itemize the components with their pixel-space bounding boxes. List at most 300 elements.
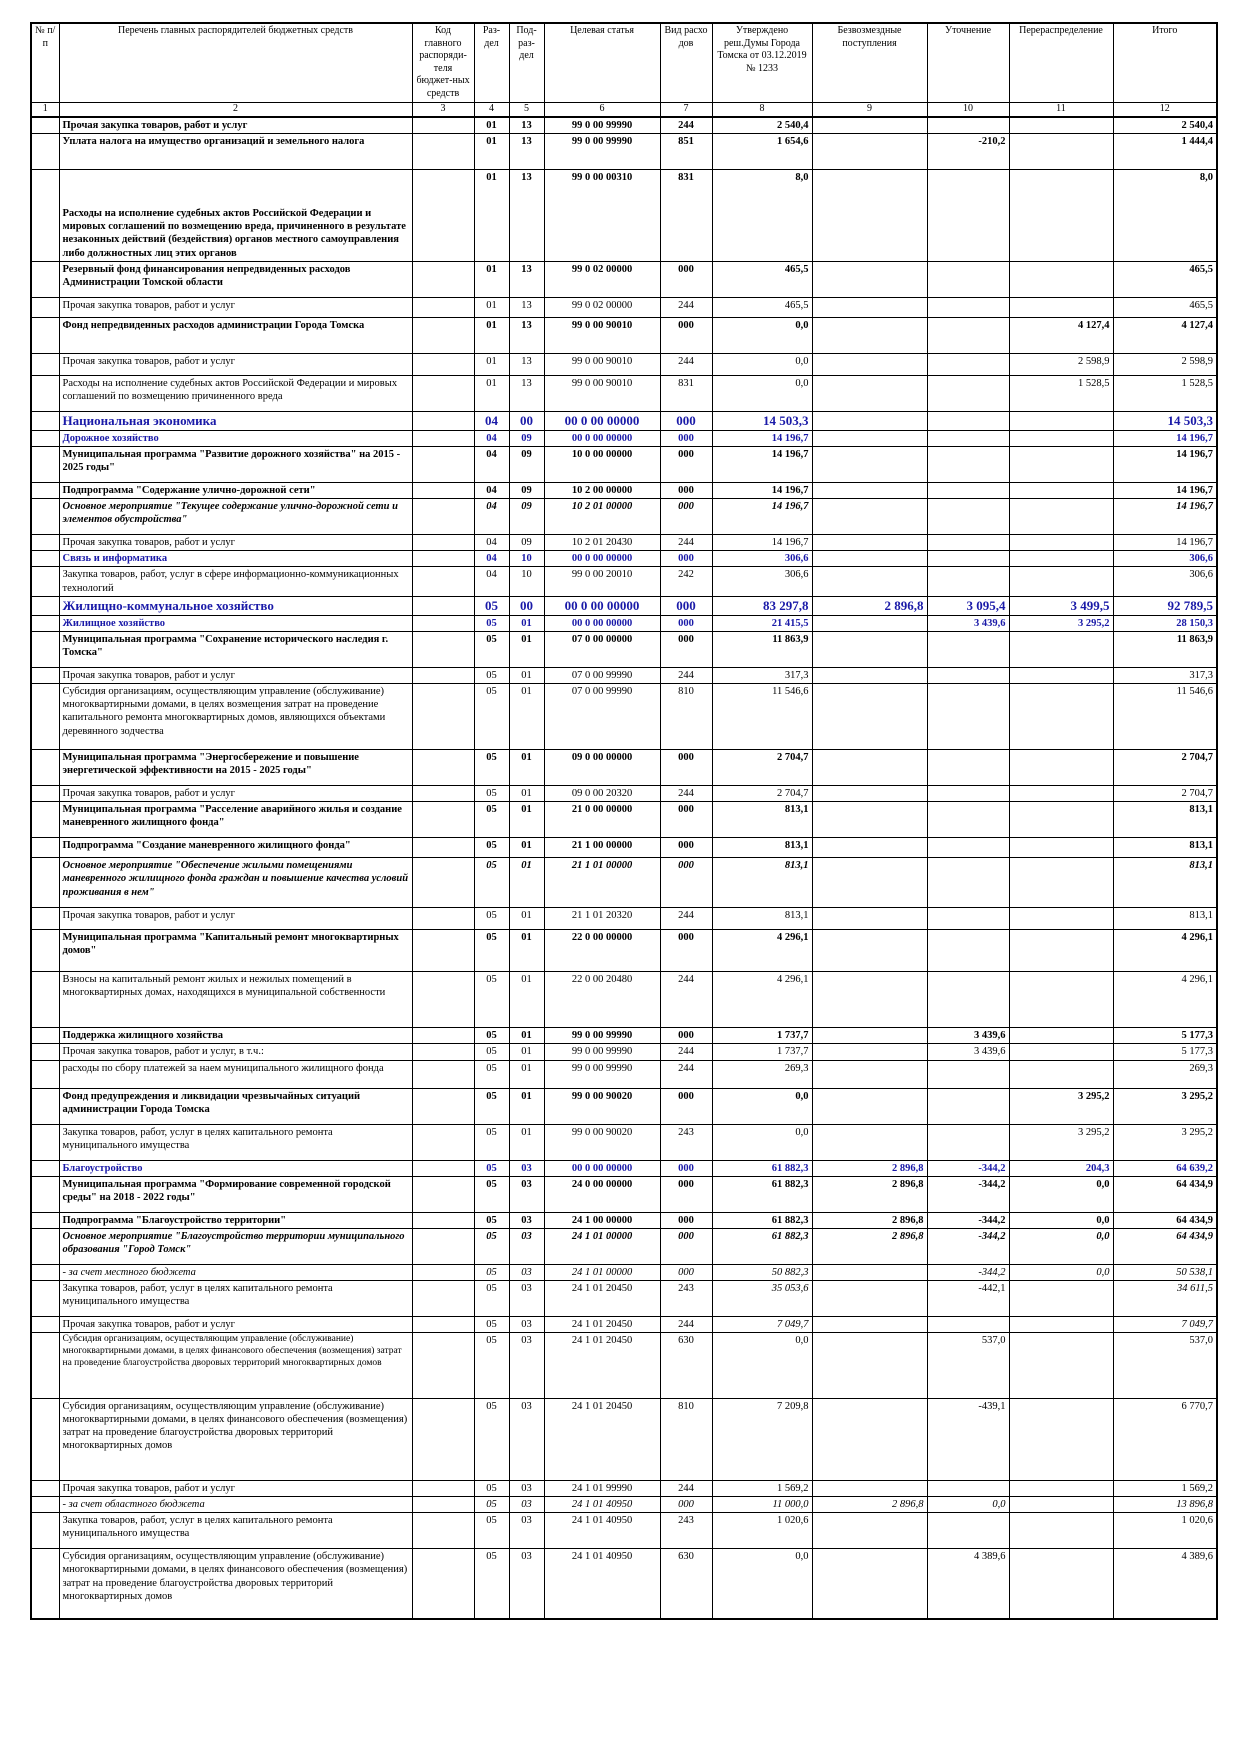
target-article-cell: 00 0 00 00000 (544, 411, 660, 430)
total-amount-cell: 64 434,9 (1113, 1228, 1217, 1264)
row-number-cell (31, 1176, 59, 1212)
manager-code-cell (412, 1280, 474, 1316)
razdel-cell: 05 (474, 1028, 509, 1044)
manager-code-cell (412, 1044, 474, 1060)
row-number-cell (31, 411, 59, 430)
podrazdel-cell: 01 (509, 1088, 544, 1124)
total-amount-cell: 13 896,8 (1113, 1497, 1217, 1513)
item-name-cell: Субсидия организациям, осуществляющим управление (обслуживание) многоквартирными домами, в целях финансового обеспечения (возмещения) затрат на проведение благоустройства дворовых территорий многоквартирных домов (59, 1549, 412, 1619)
row-number-cell (31, 1060, 59, 1088)
expense-type-cell: 244 (660, 1481, 712, 1497)
approved-amount-cell: 0,0 (712, 353, 812, 375)
manager-code-cell (412, 596, 474, 615)
razdel-cell: 04 (474, 447, 509, 483)
table-row (31, 483, 1217, 499)
target-article-cell: 00 0 00 00000 (544, 596, 660, 615)
total-amount-cell: 2 540,4 (1113, 117, 1217, 134)
approved-amount-cell: 11 546,6 (712, 684, 812, 750)
grants-amount-cell (812, 169, 927, 261)
manager-code-cell (412, 684, 474, 750)
target-article-cell: 24 1 01 20450 (544, 1333, 660, 1399)
grants-amount-cell (812, 615, 927, 631)
target-article-cell: 24 1 00 00000 (544, 1212, 660, 1228)
table-row (31, 499, 1217, 535)
grants-amount-cell (812, 1044, 927, 1060)
expense-type-cell: 000 (660, 1212, 712, 1228)
approved-amount-cell: 1 020,6 (712, 1513, 812, 1549)
manager-code-cell (412, 411, 474, 430)
approved-amount-cell: 14 196,7 (712, 430, 812, 446)
grants-amount-cell (812, 930, 927, 972)
grants-amount-cell (812, 551, 927, 567)
manager-code-cell (412, 567, 474, 596)
target-article-cell: 07 0 00 00000 (544, 632, 660, 668)
row-number-cell (31, 615, 59, 631)
redistribution-amount-cell: 204,3 (1009, 1160, 1113, 1176)
row-number-cell (31, 1028, 59, 1044)
clarification-amount-cell (927, 499, 1009, 535)
item-name-cell: - за счет местного бюджета (59, 1264, 412, 1280)
podrazdel-cell: 01 (509, 1124, 544, 1160)
manager-code-cell (412, 1549, 474, 1619)
item-name-cell: Жилищное хозяйство (59, 615, 412, 631)
total-amount-cell: 269,3 (1113, 1060, 1217, 1088)
item-name-cell: Муниципальная программа "Развитие дорожного хозяйства" на 2015 - 2025 годы" (59, 447, 412, 483)
razdel-cell: 05 (474, 838, 509, 858)
manager-code-cell (412, 786, 474, 802)
approved-amount-cell: 1 737,7 (712, 1044, 812, 1060)
column-number: 5 (509, 103, 544, 117)
approved-amount-cell: 1 654,6 (712, 133, 812, 169)
table-row (31, 567, 1217, 596)
row-number-cell (31, 1088, 59, 1124)
item-name-cell: Прочая закупка товаров, работ и услуг (59, 1481, 412, 1497)
expense-type-cell: 851 (660, 133, 712, 169)
podrazdel-cell: 13 (509, 353, 544, 375)
total-amount-cell: 4 296,1 (1113, 930, 1217, 972)
approved-amount-cell: 1 737,7 (712, 1028, 812, 1044)
total-amount-cell: 3 295,2 (1113, 1124, 1217, 1160)
clarification-amount-cell (927, 567, 1009, 596)
clarification-amount-cell (927, 1060, 1009, 1088)
table-row (31, 930, 1217, 972)
razdel-cell: 05 (474, 930, 509, 972)
expense-type-cell: 244 (660, 786, 712, 802)
manager-code-cell (412, 1160, 474, 1176)
expense-type-cell: 000 (660, 499, 712, 535)
target-article-cell: 00 0 00 00000 (544, 551, 660, 567)
table-row (31, 1028, 1217, 1044)
grants-amount-cell (812, 802, 927, 838)
redistribution-amount-cell (1009, 802, 1113, 838)
redistribution-amount-cell (1009, 1028, 1113, 1044)
total-amount-cell: 2 598,9 (1113, 353, 1217, 375)
approved-amount-cell: 0,0 (712, 1088, 812, 1124)
redistribution-amount-cell (1009, 838, 1113, 858)
table-row (31, 430, 1217, 446)
manager-code-cell (412, 1088, 474, 1124)
target-article-cell: 99 0 00 20010 (544, 567, 660, 596)
razdel-cell: 05 (474, 1044, 509, 1060)
redistribution-amount-cell (1009, 1399, 1113, 1481)
clarification-amount-cell: -344,2 (927, 1160, 1009, 1176)
column-number: 8 (712, 103, 812, 117)
redistribution-amount-cell: 0,0 (1009, 1264, 1113, 1280)
item-name-cell: Основное мероприятие "Обеспечение жилыми помещениями маневренного жилищного фонда граждан и повышение качества условий проживания в нем" (59, 858, 412, 908)
razdel-cell: 01 (474, 375, 509, 411)
expense-type-cell: 244 (660, 1316, 712, 1332)
header-razdel: Раз-дел (474, 23, 509, 103)
item-name-cell: Фонд непредвиденных расходов администрации Города Томска (59, 317, 412, 353)
table-row (31, 750, 1217, 786)
header-grants: Безвозмездные поступления (812, 23, 927, 103)
header-code: Код главного распоряди-теля бюджет-ных средств (412, 23, 474, 103)
redistribution-amount-cell (1009, 117, 1113, 134)
total-amount-cell: 537,0 (1113, 1333, 1217, 1399)
item-name-cell: Субсидия организациям, осуществляющим управление (обслуживание) многоквартирными домами, в целях финансового обеспечения (возмещения) затрат на проведение благоустройства дворовых территорий многоквартирных домов (59, 1399, 412, 1481)
razdel-cell: 05 (474, 1176, 509, 1212)
expense-type-cell: 000 (660, 1176, 712, 1212)
table-row (31, 535, 1217, 551)
header-redistribution: Перераспределение (1009, 23, 1113, 103)
target-article-cell: 22 0 00 00000 (544, 930, 660, 972)
target-article-cell: 21 1 00 00000 (544, 838, 660, 858)
redistribution-amount-cell (1009, 447, 1113, 483)
total-amount-cell: 465,5 (1113, 297, 1217, 317)
approved-amount-cell: 61 882,3 (712, 1212, 812, 1228)
total-amount-cell: 4 127,4 (1113, 317, 1217, 353)
approved-amount-cell: 14 196,7 (712, 535, 812, 551)
row-number-cell (31, 1316, 59, 1332)
grants-amount-cell (812, 499, 927, 535)
row-number-cell (31, 1513, 59, 1549)
table-row (31, 1264, 1217, 1280)
item-name-cell: Дорожное хозяйство (59, 430, 412, 446)
grants-amount-cell (812, 1088, 927, 1124)
manager-code-cell (412, 1333, 474, 1399)
row-number-cell (31, 1399, 59, 1481)
target-article-cell: 99 0 00 99990 (544, 133, 660, 169)
manager-code-cell (412, 930, 474, 972)
grants-amount-cell: 2 896,8 (812, 1176, 927, 1212)
table-row (31, 353, 1217, 375)
redistribution-amount-cell (1009, 567, 1113, 596)
table-row (31, 375, 1217, 411)
podrazdel-cell: 01 (509, 632, 544, 668)
expense-type-cell: 831 (660, 169, 712, 261)
row-number-cell (31, 317, 59, 353)
grants-amount-cell (812, 1280, 927, 1316)
redistribution-amount-cell: 3 295,2 (1009, 615, 1113, 631)
table-row (31, 1333, 1217, 1399)
total-amount-cell: 2 704,7 (1113, 786, 1217, 802)
total-amount-cell: 50 538,1 (1113, 1264, 1217, 1280)
razdel-cell: 05 (474, 1333, 509, 1399)
row-number-cell (31, 1212, 59, 1228)
podrazdel-cell: 03 (509, 1513, 544, 1549)
table-row (31, 317, 1217, 353)
total-amount-cell: 2 704,7 (1113, 750, 1217, 786)
redistribution-amount-cell (1009, 1060, 1113, 1088)
redistribution-amount-cell: 3 295,2 (1009, 1088, 1113, 1124)
podrazdel-cell: 03 (509, 1160, 544, 1176)
approved-amount-cell: 21 415,5 (712, 615, 812, 631)
table-row (31, 261, 1217, 297)
item-name-cell: Муниципальная программа "Формирование современной городской среды" на 2018 - 2022 годы" (59, 1176, 412, 1212)
redistribution-amount-cell (1009, 133, 1113, 169)
clarification-amount-cell (927, 317, 1009, 353)
clarification-amount-cell: 3 439,6 (927, 615, 1009, 631)
clarification-amount-cell (927, 838, 1009, 858)
manager-code-cell (412, 375, 474, 411)
item-name-cell: Основное мероприятие "Благоустройство территории муниципального образования "Город Томск" (59, 1228, 412, 1264)
item-name-cell: Резервный фонд финансирования непредвиденных расходов Администрации Томской области (59, 261, 412, 297)
item-name-cell: Муниципальная программа "Энергосбережение и повышение энергетической эффективности на 2015 - 2025 годы" (59, 750, 412, 786)
approved-amount-cell: 2 704,7 (712, 786, 812, 802)
target-article-cell: 24 1 01 00000 (544, 1228, 660, 1264)
expense-type-cell: 000 (660, 930, 712, 972)
podrazdel-cell: 13 (509, 133, 544, 169)
razdel-cell: 05 (474, 1124, 509, 1160)
podrazdel-cell: 01 (509, 802, 544, 838)
podrazdel-cell: 13 (509, 375, 544, 411)
expense-type-cell: 244 (660, 908, 712, 930)
manager-code-cell (412, 169, 474, 261)
redistribution-amount-cell (1009, 684, 1113, 750)
grants-amount-cell: 2 896,8 (812, 1228, 927, 1264)
target-article-cell: 99 0 00 00310 (544, 169, 660, 261)
table-row (31, 169, 1217, 261)
clarification-amount-cell: -344,2 (927, 1212, 1009, 1228)
redistribution-amount-cell (1009, 1481, 1113, 1497)
item-name-cell: Подпрограмма "Содержание улично-дорожной сети" (59, 483, 412, 499)
redistribution-amount-cell (1009, 169, 1113, 261)
redistribution-amount-cell: 2 598,9 (1009, 353, 1113, 375)
target-article-cell: 21 0 00 00000 (544, 802, 660, 838)
podrazdel-cell: 03 (509, 1399, 544, 1481)
redistribution-amount-cell (1009, 1280, 1113, 1316)
clarification-amount-cell: -442,1 (927, 1280, 1009, 1316)
table-row (31, 858, 1217, 908)
razdel-cell: 04 (474, 430, 509, 446)
total-amount-cell: 34 611,5 (1113, 1280, 1217, 1316)
row-number-cell (31, 1333, 59, 1399)
target-article-cell: 07 0 00 99990 (544, 684, 660, 750)
podrazdel-cell: 09 (509, 483, 544, 499)
grants-amount-cell: 2 896,8 (812, 596, 927, 615)
manager-code-cell (412, 261, 474, 297)
clarification-amount-cell (927, 858, 1009, 908)
expense-type-cell: 244 (660, 535, 712, 551)
redistribution-amount-cell (1009, 1044, 1113, 1060)
target-article-cell: 24 1 01 20450 (544, 1399, 660, 1481)
row-number-cell (31, 750, 59, 786)
manager-code-cell (412, 447, 474, 483)
podrazdel-cell: 09 (509, 430, 544, 446)
row-number-cell (31, 430, 59, 446)
total-amount-cell: 14 196,7 (1113, 447, 1217, 483)
table-row (31, 1316, 1217, 1332)
approved-amount-cell: 35 053,6 (712, 1280, 812, 1316)
clarification-amount-cell: -439,1 (927, 1399, 1009, 1481)
expense-type-cell: 244 (660, 1060, 712, 1088)
target-article-cell: 24 1 01 40950 (544, 1513, 660, 1549)
manager-code-cell (412, 838, 474, 858)
redistribution-amount-cell (1009, 930, 1113, 972)
expense-type-cell: 000 (660, 411, 712, 430)
approved-amount-cell: 11 863,9 (712, 632, 812, 668)
razdel-cell: 05 (474, 684, 509, 750)
redistribution-amount-cell (1009, 786, 1113, 802)
total-amount-cell: 306,6 (1113, 567, 1217, 596)
row-number-cell (31, 838, 59, 858)
clarification-amount-cell (927, 684, 1009, 750)
item-name-cell: Поддержка жилищного хозяйства (59, 1028, 412, 1044)
total-amount-cell: 5 177,3 (1113, 1028, 1217, 1044)
total-amount-cell: 7 049,7 (1113, 1316, 1217, 1332)
razdel-cell: 05 (474, 615, 509, 631)
razdel-cell: 01 (474, 317, 509, 353)
item-name-cell: Взносы на капитальный ремонт жилых и нежилых помещений в многоквартирных домах, находящихся в муниципальной собственности (59, 972, 412, 1028)
item-name-cell: Прочая закупка товаров, работ и услуг (59, 908, 412, 930)
grants-amount-cell (812, 1549, 927, 1619)
redistribution-amount-cell: 0,0 (1009, 1176, 1113, 1212)
table-row (31, 972, 1217, 1028)
target-article-cell: 24 1 01 40950 (544, 1549, 660, 1619)
item-name-cell: Муниципальная программа "Капитальный ремонт многоквартирных домов" (59, 930, 412, 972)
podrazdel-cell: 03 (509, 1228, 544, 1264)
table-row (31, 551, 1217, 567)
target-article-cell: 10 0 00 00000 (544, 447, 660, 483)
clarification-amount-cell (927, 169, 1009, 261)
total-amount-cell: 1 020,6 (1113, 1513, 1217, 1549)
clarification-amount-cell (927, 261, 1009, 297)
manager-code-cell (412, 297, 474, 317)
expense-type-cell: 000 (660, 1160, 712, 1176)
expense-type-cell: 000 (660, 317, 712, 353)
row-number-cell (31, 632, 59, 668)
podrazdel-cell: 00 (509, 596, 544, 615)
razdel-cell: 05 (474, 632, 509, 668)
grants-amount-cell (812, 908, 927, 930)
clarification-amount-cell (927, 483, 1009, 499)
table-row (31, 411, 1217, 430)
expense-type-cell: 243 (660, 1513, 712, 1549)
row-number-cell (31, 972, 59, 1028)
row-number-cell (31, 668, 59, 684)
total-amount-cell: 1 444,4 (1113, 133, 1217, 169)
approved-amount-cell: 14 503,3 (712, 411, 812, 430)
expense-type-cell: 244 (660, 353, 712, 375)
grants-amount-cell (812, 750, 927, 786)
row-number-cell (31, 535, 59, 551)
podrazdel-cell: 01 (509, 1060, 544, 1088)
redistribution-amount-cell (1009, 483, 1113, 499)
expense-type-cell: 000 (660, 750, 712, 786)
row-number-cell (31, 1481, 59, 1497)
item-name-cell: Прочая закупка товаров, работ и услуг (59, 786, 412, 802)
podrazdel-cell: 13 (509, 117, 544, 134)
item-name-cell: Подпрограмма "Благоустройство территории" (59, 1212, 412, 1228)
manager-code-cell (412, 615, 474, 631)
clarification-amount-cell: -344,2 (927, 1228, 1009, 1264)
target-article-cell: 00 0 00 00000 (544, 430, 660, 446)
target-article-cell: 99 0 00 90010 (544, 375, 660, 411)
target-article-cell: 99 0 02 00000 (544, 261, 660, 297)
manager-code-cell (412, 1497, 474, 1513)
expense-type-cell: 000 (660, 261, 712, 297)
table-row (31, 615, 1217, 631)
redistribution-amount-cell: 0,0 (1009, 1212, 1113, 1228)
grants-amount-cell (812, 1316, 927, 1332)
approved-amount-cell: 83 297,8 (712, 596, 812, 615)
redistribution-amount-cell: 0,0 (1009, 1228, 1113, 1264)
table-row (31, 133, 1217, 169)
redistribution-amount-cell (1009, 297, 1113, 317)
razdel-cell: 05 (474, 1060, 509, 1088)
approved-amount-cell: 813,1 (712, 908, 812, 930)
column-number: 12 (1113, 103, 1217, 117)
expense-type-cell: 243 (660, 1124, 712, 1160)
redistribution-amount-cell (1009, 972, 1113, 1028)
grants-amount-cell (812, 317, 927, 353)
approved-amount-cell: 0,0 (712, 317, 812, 353)
expense-type-cell: 000 (660, 430, 712, 446)
podrazdel-cell: 01 (509, 838, 544, 858)
row-number-cell (31, 1228, 59, 1264)
clarification-amount-cell (927, 632, 1009, 668)
item-name-cell: - за счет областного бюджета (59, 1497, 412, 1513)
razdel-cell: 04 (474, 567, 509, 596)
column-number: 11 (1009, 103, 1113, 117)
razdel-cell: 05 (474, 1280, 509, 1316)
manager-code-cell (412, 1176, 474, 1212)
grants-amount-cell (812, 858, 927, 908)
row-number-cell (31, 1549, 59, 1619)
row-number-cell (31, 596, 59, 615)
clarification-amount-cell: 4 389,6 (927, 1549, 1009, 1619)
podrazdel-cell: 01 (509, 1028, 544, 1044)
target-article-cell: 24 1 01 99990 (544, 1481, 660, 1497)
approved-amount-cell: 61 882,3 (712, 1176, 812, 1212)
approved-amount-cell: 2 704,7 (712, 750, 812, 786)
column-number: 7 (660, 103, 712, 117)
manager-code-cell (412, 1124, 474, 1160)
item-name-cell: Расходы на исполнение судебных актов Российской Федерации и мировых соглашений по возмещению вреда, причиненного в результате незаконных действий (бездействия) органов местного самоуправления либо должностных лиц этих органов (59, 169, 412, 261)
expense-type-cell: 000 (660, 483, 712, 499)
approved-amount-cell: 14 196,7 (712, 483, 812, 499)
podrazdel-cell: 09 (509, 447, 544, 483)
grants-amount-cell (812, 261, 927, 297)
expense-type-cell: 000 (660, 447, 712, 483)
total-amount-cell: 64 434,9 (1113, 1212, 1217, 1228)
redistribution-amount-cell (1009, 632, 1113, 668)
razdel-cell: 05 (474, 1264, 509, 1280)
item-name-cell: Прочая закупка товаров, работ и услуг (59, 668, 412, 684)
header-podrazdel: Под-раз-дел (509, 23, 544, 103)
expense-type-cell: 000 (660, 1264, 712, 1280)
redistribution-amount-cell (1009, 1549, 1113, 1619)
approved-amount-cell: 61 882,3 (712, 1228, 812, 1264)
row-number-cell (31, 1160, 59, 1176)
table-row (31, 447, 1217, 483)
target-article-cell: 24 1 01 20450 (544, 1280, 660, 1316)
clarification-amount-cell: -344,2 (927, 1264, 1009, 1280)
clarification-amount-cell (927, 1481, 1009, 1497)
approved-amount-cell: 813,1 (712, 858, 812, 908)
approved-amount-cell: 7 209,8 (712, 1399, 812, 1481)
razdel-cell: 01 (474, 261, 509, 297)
